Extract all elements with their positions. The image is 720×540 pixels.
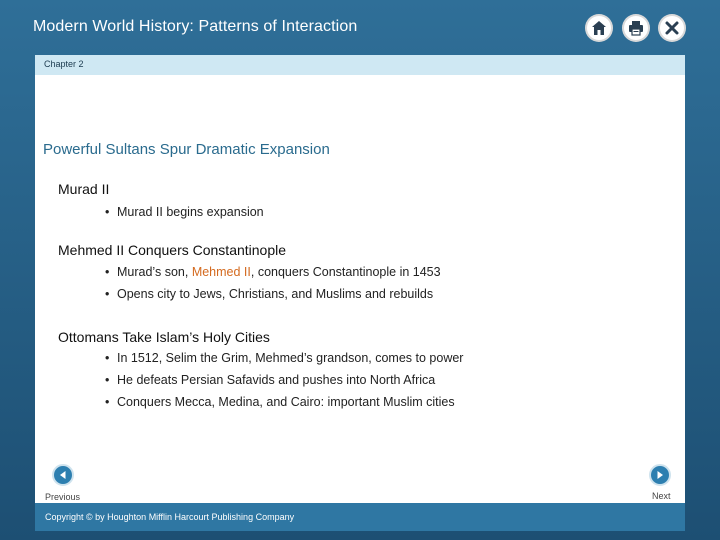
section-title: Mehmed II Conquers Constantinople (58, 242, 287, 258)
previous-button[interactable] (52, 464, 74, 486)
bullet-text: He defeats Persian Safavids and pushes into North Africa (117, 373, 436, 387)
arrow-left-icon (58, 470, 68, 480)
bullet-item: • He defeats Persian Safavids and pushes into North Africa (105, 373, 436, 387)
bullet-item: • In 1512, Selim the Grim, Mehmed’s grandson, comes to power (105, 351, 464, 365)
bullet-item: • Conquers Mecca, Medina, and Cairo: important Muslim cities (105, 395, 455, 409)
close-icon (663, 19, 681, 37)
highlighted-name: Mehmed II (191, 265, 251, 279)
footer-band (35, 503, 685, 531)
top-bar (0, 0, 720, 54)
chapter-label: Chapter 2 (44, 59, 84, 69)
bullet-text: Murad’s son, (117, 265, 192, 279)
printer-icon (627, 19, 645, 37)
bullet-item: • Opens city to Jews, Christians, and Muslims and rebuilds (105, 287, 434, 301)
chapter-band (35, 55, 685, 75)
print-button[interactable] (622, 14, 650, 42)
section-title: Murad II (58, 181, 110, 197)
close-button[interactable] (658, 14, 686, 42)
previous-label[interactable]: Previous (45, 492, 81, 502)
app-title: Modern World History: Patterns of Interaction (33, 18, 358, 35)
home-button[interactable] (585, 14, 613, 42)
next-button[interactable] (649, 464, 671, 486)
bullet-text: Conquers Mecca, Medina, and Cairo: important Muslim cities (117, 395, 455, 409)
home-icon (590, 19, 608, 37)
bullet-text: In 1512, Selim the Grim, Mehmed’s grandson, comes to power (117, 351, 464, 365)
bullet-text: , conquers Constantinople in 1453 (250, 265, 441, 279)
slide-frame (35, 55, 685, 531)
bullet-item: • Murad’s son, Mehmed II, conquers Constantinople in 1453 (105, 265, 441, 279)
bullet-text: Murad II begins expansion (117, 205, 264, 219)
bullet-item: • Murad II begins expansion (105, 205, 264, 219)
slide-headline: Powerful Sultans Spur Dramatic Expansion (43, 141, 330, 158)
bullet-text: Opens city to Jews, Christians, and Muslims and rebuilds (117, 287, 434, 301)
arrow-right-icon (655, 470, 665, 480)
copyright-text: Copyright © by Houghton Mifflin Harcourt Publishing Company (45, 512, 295, 522)
next-label[interactable]: Next (652, 491, 671, 501)
section-title: Ottomans Take Islam’s Holy Cities (58, 329, 270, 345)
